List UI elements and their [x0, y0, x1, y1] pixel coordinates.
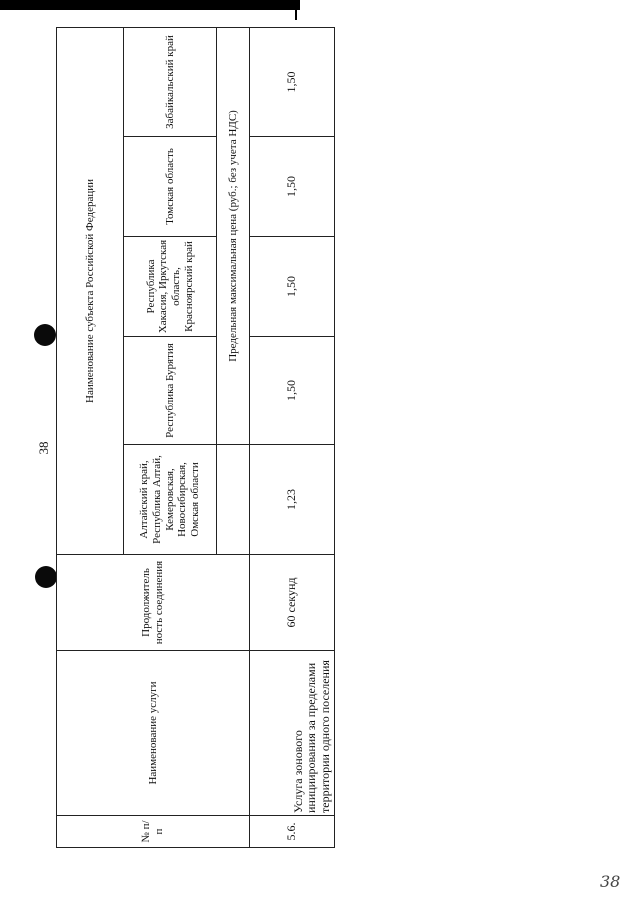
header-num: № п/п	[57, 816, 250, 848]
header-service-name: Наименование услуги	[57, 651, 250, 816]
rotated-table-container	[36, 28, 333, 848]
scan-edge-artifact	[295, 0, 297, 20]
page-number: 38	[36, 441, 51, 455]
row-price: 1,23	[250, 445, 335, 555]
row-duration: 60 секунд	[250, 555, 335, 651]
header-region: Алтайский край, Республика Алтай, Кемеровская, Новосибирская, Омская области	[124, 445, 217, 555]
punch-hole	[35, 566, 57, 588]
row-price: 1,50	[250, 27, 335, 136]
row-service: Услуга зонового инициирования за пределами территории одного поселения	[250, 651, 335, 816]
header-region: Забайкальский край	[124, 27, 217, 136]
header-region-group: Наименование субъекта Российской Федерации	[57, 27, 124, 554]
tariff-table	[56, 27, 335, 848]
header-region: Республика Хакасия, Иркутская область, Красноярский край	[124, 237, 217, 337]
header-region: Томская область	[124, 137, 217, 237]
row-price: 1,50	[250, 337, 335, 445]
row-num: 5.6.	[250, 816, 335, 848]
table-row	[250, 27, 335, 847]
header-duration: Продолжитель ность соединения	[57, 555, 250, 651]
header-price-label: Предельная максимальная цена (руб.; без учета НДС)	[217, 27, 250, 444]
punch-hole	[34, 324, 56, 346]
header-region: Республика Бурятия	[124, 337, 217, 445]
row-price: 1,50	[250, 237, 335, 337]
header-price-empty	[217, 445, 250, 555]
handwritten-page-number: 38	[600, 872, 621, 891]
scan-edge-artifact	[0, 0, 300, 10]
row-price: 1,50	[250, 137, 335, 237]
